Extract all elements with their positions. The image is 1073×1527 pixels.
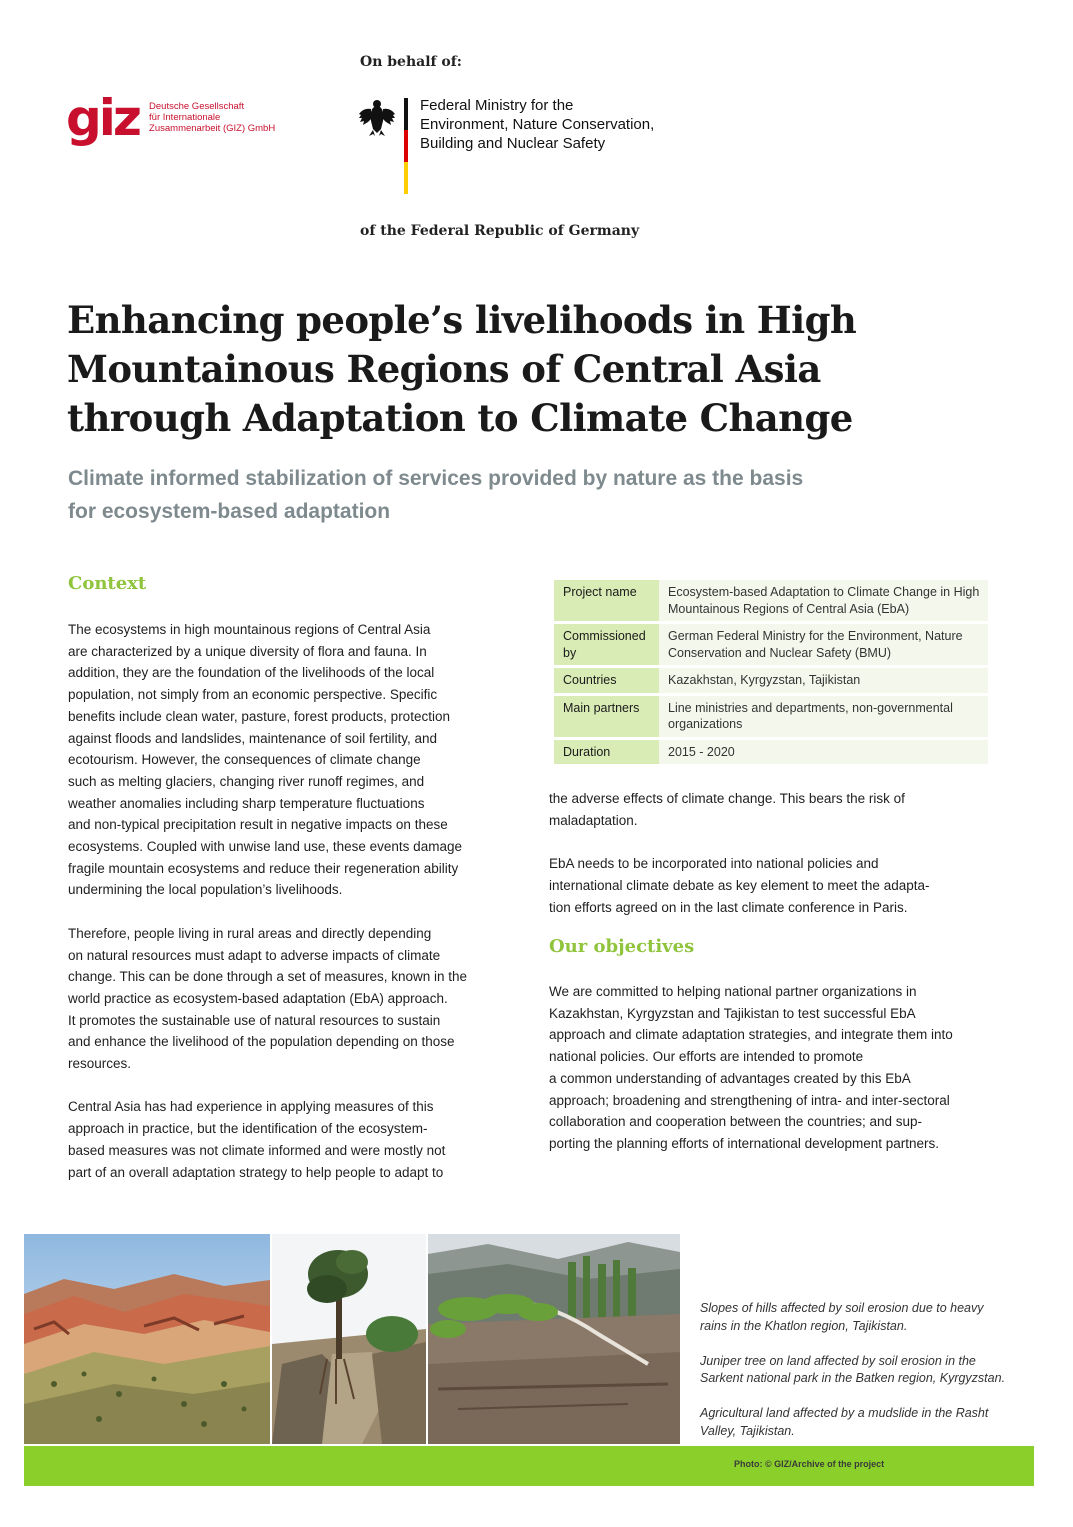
context-continued-line: maladaptation. xyxy=(549,812,638,828)
objectives-line: a common understanding of advantages created by this EbA xyxy=(549,1070,911,1086)
context-line: world practice as ecosystem-based adaptation (EbA) approach. xyxy=(68,990,448,1006)
project-table-value: Kazakhstan, Kyrgyzstan, Tajikistan xyxy=(659,668,988,693)
context-line: Central Asia has had experience in applying measures of this xyxy=(68,1099,434,1115)
project-table-row xyxy=(554,696,988,737)
context-continued-line: the adverse effects of climate change. This bears the risk of xyxy=(549,791,905,806)
project-info-table xyxy=(554,577,988,767)
project-table-row xyxy=(554,580,988,621)
caption-paragraph xyxy=(700,1405,1030,1440)
project-table-value: German Federal Ministry for the Environment, Nature Conservation and Nuclear Safety (BMU) xyxy=(659,624,988,665)
context-line: resources. xyxy=(68,1056,132,1072)
objectives-heading: Our objectives xyxy=(549,936,695,957)
project-table-label: Main partners xyxy=(554,696,659,737)
context-line: addition, they are the foundation of the livelihoods of the local xyxy=(68,665,435,681)
subtitle-line: Climate informed stabilization of services provided by nature as the basis xyxy=(68,467,804,490)
caption-line: Sarkent national park in the Batken region, Kyrgyzstan. xyxy=(700,1371,1006,1385)
caption-paragraph xyxy=(700,1300,1030,1335)
caption-paragraph xyxy=(700,1353,1030,1388)
giz-logo-mark: giz xyxy=(66,89,140,147)
giz-logo xyxy=(66,89,276,147)
project-table-value: Ecosystem-based Adaptation to Climate Change in High Mountainous Regions of Central Asia (EbA) xyxy=(659,580,988,621)
project-table-value: 2015 - 2020 xyxy=(659,740,988,765)
context-paragraph xyxy=(68,619,508,901)
context-line: population, not simply from an economic perspective. Specific xyxy=(68,687,438,703)
context-heading: Context xyxy=(68,573,147,594)
project-table-row xyxy=(554,624,988,665)
objectives-line: Kazakhstan, Kyrgyzstan and Tajikistan to test successful EbA xyxy=(549,1005,916,1021)
giz-org-line: Deutsche Gesellschaft xyxy=(149,101,245,112)
context-paragraph xyxy=(68,1096,508,1183)
context-continued-paragraph xyxy=(549,788,1009,831)
title-line: Mountainous Regions of Central Asia xyxy=(67,347,821,391)
context-line: on natural resources must adapt to adverse impacts of climate xyxy=(68,947,441,963)
project-table-row xyxy=(554,668,988,693)
on-behalf-label: On behalf of: xyxy=(360,54,462,70)
ministry-name xyxy=(420,96,654,153)
objectives-body xyxy=(549,981,1009,1176)
context-continued-line: tion efforts agreed on in the last climate conference in Paris. xyxy=(549,899,908,915)
objectives-line: approach; broadening and strengthening of intra- and inter-sectoral xyxy=(549,1092,950,1108)
caption-line: rains in the Khatlon region, Tajikistan. xyxy=(700,1318,908,1333)
context-line: Therefore, people living in rural areas and directly depending xyxy=(68,925,432,941)
title-line: through Adaptation to Climate Change xyxy=(67,396,853,440)
mudslide-field-photo xyxy=(428,1234,680,1444)
photo-captions xyxy=(700,1300,1030,1458)
subtitle-line: for ecosystem-based adaptation xyxy=(68,500,391,523)
page-title xyxy=(67,296,967,443)
context-line: and non-typical precipitation result in negative impacts on these xyxy=(68,817,448,833)
context-line: benefits include clean water, pasture, forest products, protection xyxy=(68,708,450,724)
context-paragraph xyxy=(68,923,508,1075)
federal-eagle-icon xyxy=(358,97,396,137)
caption-line: Agricultural land affected by a mudslide in the Rasht xyxy=(700,1406,989,1420)
objectives-line: We are committed to helping national partner organizations in xyxy=(549,984,917,999)
project-table-label: Commissioned by xyxy=(554,624,659,665)
project-table-label: Countries xyxy=(554,668,659,693)
context-line: fragile mountain ecosystems and reduce their regeneration ability xyxy=(68,860,459,876)
context-line: and enhance the livelihood of the population depending on those xyxy=(68,1034,455,1050)
context-line: undermining the local population’s livelihoods. xyxy=(68,882,343,898)
page-subtitle xyxy=(68,462,948,528)
ministry-line: Environment, Nature Conservation, xyxy=(420,116,655,133)
eroded-hills-photo xyxy=(24,1234,270,1444)
project-table-value: Line ministries and departments, non-governmental organizations xyxy=(659,696,988,737)
title-line: Enhancing people’s livelihoods in High xyxy=(67,298,857,342)
giz-org-line: für Internationale xyxy=(149,112,221,123)
objectives-line: national policies. Our efforts are intended to promote xyxy=(549,1049,864,1065)
german-flag-bar xyxy=(404,98,408,194)
caption-line: Juniper tree on land affected by soil erosion in the xyxy=(700,1353,976,1368)
context-continued-line: international climate debate as key element to meet the adapta- xyxy=(549,877,930,893)
context-body xyxy=(68,619,508,1205)
context-line: It promotes the sustainable use of natural resources to sustain xyxy=(68,1012,441,1028)
right-column-body xyxy=(549,788,1009,940)
context-continued-paragraph xyxy=(549,853,1009,918)
republic-label: of the Federal Republic of Germany xyxy=(360,223,640,239)
context-line: based measures was not climate informed and were mostly not xyxy=(68,1142,446,1158)
project-table-row xyxy=(554,740,988,765)
context-line: ecotourism. However, the consequences of climate change xyxy=(68,752,421,768)
context-line: change. This can be done through a set of measures, known in the xyxy=(68,969,468,985)
objectives-paragraph xyxy=(549,981,1009,1155)
context-line: ecosystems. Coupled with unwise land use, these events damage xyxy=(68,839,462,855)
project-table-label: Project name xyxy=(554,580,659,621)
context-line: approach in practice, but the identification of the ecosystem- xyxy=(68,1121,428,1137)
photo-credit: Photo: © GIZ/Archive of the project xyxy=(734,1459,885,1469)
context-line: weather anomalies including sharp temperature fluctuations xyxy=(68,795,425,811)
context-line: The ecosystems in high mountainous regions of Central Asia xyxy=(68,622,431,637)
objectives-line: collaboration and cooperation between the countries; and sup- xyxy=(549,1114,923,1130)
objectives-line: approach and climate adaptation strategies, and integrate them into xyxy=(549,1027,953,1043)
ministry-line: Building and Nuclear Safety xyxy=(420,135,606,152)
giz-org-name xyxy=(149,101,275,134)
ministry-line: Federal Ministry for the xyxy=(420,97,574,114)
context-line: against floods and landslides, maintenance of soil fertility, and xyxy=(68,730,437,746)
context-line: part of an overall adaptation strategy to help people to adapt to xyxy=(68,1164,444,1180)
context-continued-line: EbA needs to be incorporated into national policies and xyxy=(549,856,879,872)
caption-line: Valley, Tajikistan. xyxy=(700,1423,795,1438)
juniper-tree-photo xyxy=(272,1234,426,1444)
caption-line: Slopes of hills affected by soil erosion due to heavy xyxy=(700,1301,984,1315)
context-line: are characterized by a unique diversity of flora and fauna. In xyxy=(68,643,427,659)
objectives-line: porting the planning efforts of international development partners. xyxy=(549,1135,940,1151)
giz-org-line: Zusammenarbeit (GIZ) GmbH xyxy=(149,123,276,134)
context-line: such as melting glaciers, changing river runoff regimes, and xyxy=(68,773,425,789)
project-table-label: Duration xyxy=(554,740,659,765)
